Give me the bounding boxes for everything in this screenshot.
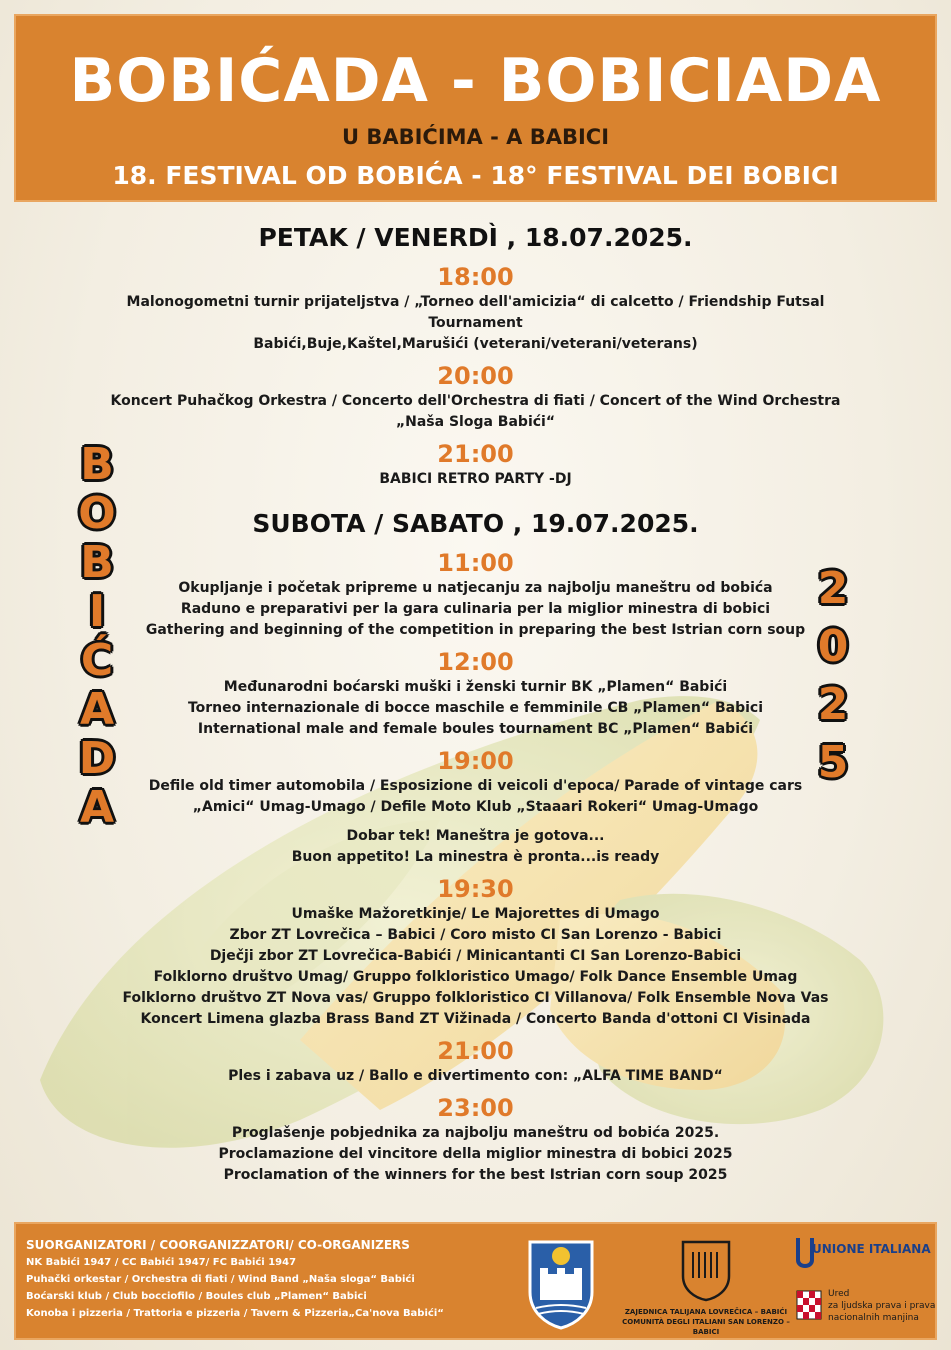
program-schedule (90, 220, 861, 1186)
umag-crest-icon (526, 1238, 596, 1330)
vertical-letter: D (78, 733, 116, 784)
event-line: Malonogometni turnir prijateljstva / „Torneo dell'amicizia“ di calcetto / Friendship Futsal Tournament (126, 294, 825, 331)
event-line: Zbor ZT Lovrečica – Babici / Coro misto CI San Lorenzo - Babici (229, 927, 722, 943)
footer-banner (14, 1222, 937, 1340)
event-line: „Amici“ Umag-Umago / Defile Moto Klub „Staaari Rokeri“ Umag-Umago (192, 799, 759, 815)
event-line: Proglašenje pobjednika za najbolju maneštru od bobića 2025. (231, 1125, 720, 1141)
event-line: Gathering and beginning of the competition in preparing the best Istrian corn soup (145, 622, 806, 638)
event-line: Ples i zabava uz / Ballo e divertimento con: „ALFA TIME BAND“ (228, 1068, 723, 1084)
event-line: Dobar tek! Maneštra je gotova... (346, 828, 605, 844)
header-banner (14, 14, 937, 202)
event-line: Defile old timer automobila / Esposizione di veicoli d'epoca/ Parade of vintage cars (148, 778, 803, 794)
vertical-letter: B (80, 439, 114, 490)
vertical-digit: 5 (817, 737, 849, 788)
event-line: Okupljanje i početak pripreme u natjecanju za najbolju maneštru od bobića (178, 580, 773, 596)
cil-name-italian: COMUNITÀ DEGLI ITALIANI SAN LORENZO – BABICI (622, 1318, 790, 1336)
ured-line: za ljudska prava i prava (828, 1301, 936, 1311)
event-line: International male and female boules tournament BC „Plamen“ Babići (197, 721, 754, 737)
event-line: Babići,Buje,Kaštel,Marušići (veterani/veterani/veterans) (253, 336, 698, 352)
vertical-letter: A (79, 782, 115, 833)
event-line: Proclamazione del vincitore della miglior minestra di bobici 2025 (218, 1146, 733, 1162)
vertical-letter: B (80, 537, 114, 588)
event-time: 21:00 (437, 440, 514, 468)
cil-lovrecica-logo (616, 1238, 796, 1337)
ured-line: nacionalnih manjina (828, 1313, 919, 1323)
co-organizer-line: NK Babići 1947 / CC Babići 1947/ FC Babići 1947 (26, 1257, 297, 1268)
event-line: Proclamation of the winners for the best Istrian corn soup 2025 (223, 1167, 728, 1183)
unione-italiana-name: UNIONE ITALIANA (812, 1242, 931, 1256)
co-organizers (26, 1236, 496, 1322)
event-line: Međunarodni boćarski muški i ženski turnir BK „Plamen“ Babići (223, 679, 728, 695)
event-line: Buon appetito! La minestra è pronta...is ready (291, 849, 660, 865)
event-line: BABICI RETRO PARTY -DJ (379, 471, 572, 487)
festival-subtitle: 18. FESTIVAL OD BOBIĆA - 18° FESTIVAL DEI BOBICI (112, 161, 839, 190)
cil-name-croatian: ZAJEDNICA TALIJANA LOVREČICA – BABIĆI (624, 1308, 788, 1316)
event-line: Koncert Limena glazba Brass Band ZT Vižinada / Concerto Banda d'ottoni CI Visinada (140, 1011, 811, 1027)
cil-shield-icon (679, 1238, 733, 1302)
event-line: Raduno e preparativi per la gara culinaria per la miglior minestra di bobici (180, 601, 771, 617)
vertical-letter: A (79, 684, 115, 735)
event-line: Folklorno društvo Umag/ Gruppo folkloristico Umago/ Folk Dance Ensemble Umag (153, 969, 798, 985)
event-line: Dječji zbor ZT Lovrečica-Babići / Minicantanti CI San Lorenzo-Babici (209, 948, 742, 964)
event-line: „Naša Sloga Babići“ (395, 414, 556, 430)
vertical-digit: 2 (817, 679, 849, 730)
day-heading-friday: PETAK / VENERDÌ , 18.07.2025. (258, 223, 693, 252)
event-time: 19:30 (437, 875, 514, 903)
event-line: Koncert Puhačkog Orkestra / Concerto dell'Orchestra di fiati / Concert of the Wind Orchestra (110, 393, 841, 409)
vertical-letter: O (78, 488, 116, 539)
co-organizer-line: Boćarski klub / Club bocciofilo / Boules club „Plamen“ Babici (26, 1291, 367, 1302)
vertical-letter: Ć (80, 635, 114, 686)
event-time: 12:00 (437, 648, 514, 676)
co-organizer-line: Konoba i pizzeria / Trattoria e pizzeria / Tavern & Pizzeria„Ca'nova Babići“ (26, 1308, 444, 1319)
event-line: Folklorno društvo ZT Nova vas/ Gruppo folkloristico CI Villanova/ Folk Ensemble Nova Vas (122, 990, 829, 1006)
croatian-coat-icon (796, 1290, 822, 1320)
event-time: 23:00 (437, 1094, 514, 1122)
event-time: 20:00 (437, 362, 514, 390)
event-time: 19:00 (437, 747, 514, 775)
event-time: 18:00 (437, 263, 514, 291)
ured-line: Ured (828, 1289, 850, 1299)
co-organizers-title: SUORGANIZATORI / COORGANIZZATORI/ CO-ORGANIZERS (26, 1238, 410, 1252)
vertical-letter: I (88, 586, 106, 637)
event-time: 21:00 (437, 1037, 514, 1065)
event-time: 11:00 (437, 549, 514, 577)
ured-text (828, 1288, 938, 1324)
vertical-digit: 2 (817, 563, 849, 614)
co-organizer-line: Puhački orkestar / Orchestra di fiati / Wind Band „Naša sloga“ Babići (26, 1274, 415, 1285)
event-line: Torneo internazionale di bocce maschile e femminile CB „Plamen“ Babici (187, 700, 764, 716)
location-subtitle: U BABIĆIMA - A BABICI (341, 125, 610, 149)
event-line: Umaške Mažoretkinje/ Le Majorettes di Umago (291, 906, 660, 922)
page-title: BOBIĆADA - BOBICIADA (69, 46, 882, 116)
vertical-digit: 0 (817, 621, 849, 672)
day-heading-saturday: SUBOTA / SABATO , 19.07.2025. (252, 509, 699, 538)
